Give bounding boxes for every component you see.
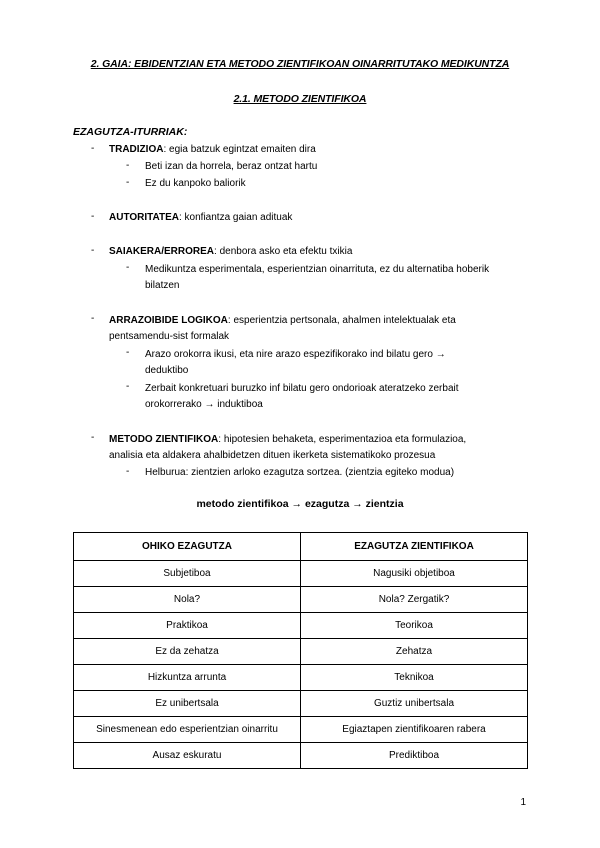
source-desc: : hipotesien behaketa, esperimentazioa eta formulazioa, analisia eta aldakera ahalbidetzen dituen ikerketa sistematikoko prozesua	[109, 434, 467, 461]
table-row	[74, 665, 528, 691]
table-cell: Nola? Zergatik?	[301, 587, 528, 613]
table-cell: Hizkuntza arrunta	[74, 665, 301, 691]
source-desc: : egia batzuk egintzat emaiten dira	[163, 144, 316, 155]
sub-item: Zerbait konkretuari buruzko inf bilatu gero ondorioak ateratzeko zerbait orokorrerako → induktiboa	[145, 383, 459, 410]
table-cell: Sinesmenean edo esperientzian oinarritu	[74, 717, 301, 743]
table-cell: Ez da zehatza	[74, 639, 301, 665]
table-cell: Subjetiboa	[74, 561, 301, 587]
sub-bullet-dash: -	[126, 466, 130, 477]
source-term: AUTORITATEA	[109, 212, 179, 223]
table-cell: Nagusiki objetiboa	[301, 561, 528, 587]
sources-heading: EZAGUTZA-ITURRIAK:	[73, 126, 188, 138]
page-number: 1	[520, 797, 526, 808]
table-row	[74, 561, 528, 587]
bullet-dash: -	[91, 211, 95, 222]
sub-bullet-dash: -	[126, 177, 130, 188]
source-desc: : denbora asko eta efektu txikia	[214, 246, 353, 257]
source-item-line	[109, 245, 352, 258]
table-cell: Prediktiboa	[301, 743, 528, 769]
column-header-ohiko: OHIKO EZAGUTZA	[74, 533, 301, 561]
table-cell: Teorikoa	[301, 613, 528, 639]
table-cell: Guztiz unibertsala	[301, 691, 528, 717]
section-title: 2.1. METODO ZIENTIFIKOA	[233, 93, 367, 105]
source-term: METODO ZIENTIFIKOA	[109, 434, 219, 445]
sub-item: Helburua: zientzien arloko ezagutza sortzea. (zientzia egiteko modua)	[145, 467, 455, 478]
source-desc: : esperientzia pertsonala, ahalmen intelektualak eta pentsamendu-sist formalak	[109, 315, 456, 342]
bullet-dash: -	[91, 313, 95, 324]
table-header-row	[74, 533, 528, 561]
table-cell: Ez unibertsala	[74, 691, 301, 717]
table-row	[74, 717, 528, 743]
flow-line: metodo zientifikoa → ezagutza → zientzia	[196, 498, 404, 510]
sub-bullet-dash: -	[126, 160, 130, 171]
table-cell: Ausaz eskuratu	[74, 743, 301, 769]
table-row	[74, 691, 528, 717]
source-term: SAIAKERA/ERROREA	[109, 246, 215, 257]
sub-item: Arazo orokorra ikusi, eta nire arazo espezifikorako ind bilatu gero → deduktibo	[145, 349, 446, 376]
source-item-line	[109, 432, 499, 464]
sub-bullet-dash: -	[126, 262, 130, 273]
bullet-dash: -	[91, 245, 95, 256]
table-row	[74, 587, 528, 613]
comparison-table	[73, 532, 528, 769]
source-item-line	[109, 313, 484, 345]
table-cell: Teknikoa	[301, 665, 528, 691]
table-cell: Praktikoa	[74, 613, 301, 639]
table-cell: Nola?	[74, 587, 301, 613]
sub-item: Ez du kanpoko baliorik	[145, 178, 246, 189]
table-cell: Zehatza	[301, 639, 528, 665]
bullet-dash: -	[91, 432, 95, 443]
source-term: ARRAZOIBIDE LOGIKOA	[109, 315, 228, 326]
table-cell: Egiaztapen zientifikoaren rabera	[301, 717, 528, 743]
sub-item: Medikuntza esperimentala, esperientzian oinarrituta, ez du alternatiba hoberik bilatzen	[145, 264, 490, 291]
source-item-line	[109, 211, 292, 224]
table-row	[74, 639, 528, 665]
sub-bullet-dash: -	[126, 381, 130, 392]
table-row	[74, 743, 528, 769]
table-row	[74, 613, 528, 639]
bullet-dash: -	[91, 143, 95, 154]
sub-item: Beti izan da horrela, beraz ontzat hartu	[145, 161, 318, 172]
source-term: TRADIZIOA	[109, 144, 164, 155]
source-item-line	[109, 143, 316, 156]
column-header-zientifikoa: EZAGUTZA ZIENTIFIKOA	[301, 533, 528, 561]
sub-bullet-dash: -	[126, 347, 130, 358]
document-title: 2. GAIA: EBIDENTZIAN ETA METODO ZIENTIFIKOAN OINARRITUTAKO MEDIKUNTZA	[90, 58, 510, 70]
source-desc: : konfiantza gaian adituak	[179, 212, 293, 223]
